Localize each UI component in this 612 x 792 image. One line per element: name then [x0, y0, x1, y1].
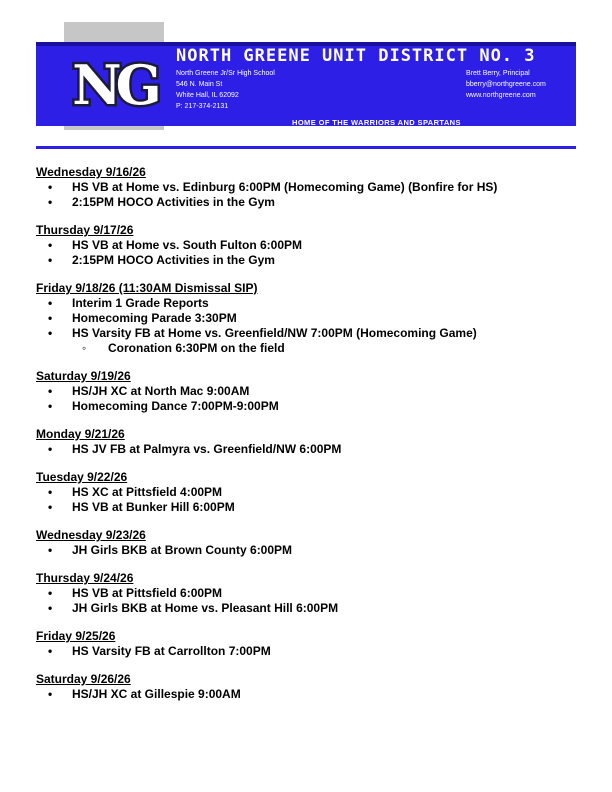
event-item: • HS JV FB at Palmyra vs. Greenfield/NW 6:00PM	[36, 442, 576, 457]
day-heading: Friday 9/18/26 (11:30AM Dismissal SIP)	[36, 281, 258, 295]
phone: P: 217-374-2131	[176, 103, 229, 110]
day-section	[36, 427, 576, 457]
tagline: HOME OF THE WARRIORS AND SPARTANS	[292, 118, 461, 127]
ng-logo-icon	[60, 52, 168, 118]
event-list	[36, 687, 576, 702]
school-contact-block	[176, 68, 275, 112]
day-section	[36, 470, 576, 515]
district-name: NORTH GREENE UNIT DISTRICT NO. 3	[176, 46, 536, 66]
day-section	[36, 223, 576, 268]
event-item: • HS VB at Home vs. South Fulton 6:00PM	[36, 238, 576, 253]
event-item: • HS VB at Bunker Hill 6:00PM	[36, 500, 576, 515]
address-line-2: White Hall, IL 62092	[176, 92, 239, 99]
sub-event-list	[72, 341, 576, 356]
event-item: • Homecoming Dance 7:00PM-9:00PM	[36, 399, 576, 414]
event-list	[36, 442, 576, 457]
event-item: • 2:15PM HOCO Activities in the Gym	[36, 253, 576, 268]
day-heading: Thursday 9/17/26	[36, 223, 134, 237]
event-item: • HS/JH XC at Gillespie 9:00AM	[36, 687, 576, 702]
event-item: • 2:15PM HOCO Activities in the Gym	[36, 195, 576, 210]
day-heading: Tuesday 9/22/26	[36, 470, 128, 484]
event-list	[36, 485, 576, 515]
event-list	[36, 644, 576, 659]
event-list	[36, 384, 576, 414]
event-item: • HS VB at Pittsfield 6:00PM	[36, 586, 576, 601]
day-section	[36, 281, 576, 356]
day-section	[36, 571, 576, 616]
logo-text: NG	[72, 53, 156, 117]
day-section	[36, 165, 576, 210]
event-list	[36, 238, 576, 268]
school-name: North Greene Jr/Sr High School	[176, 70, 275, 77]
sub-event-item: ◦ Coronation 6:30PM on the field	[72, 341, 576, 356]
event-list	[36, 180, 576, 210]
principal-contact-block	[466, 68, 546, 101]
event-list	[36, 543, 576, 558]
day-section	[36, 629, 576, 659]
event-item: • JH Girls BKB at Brown County 6:00PM	[36, 543, 576, 558]
day-heading: Friday 9/25/26	[36, 629, 116, 643]
day-heading: Saturday 9/26/26	[36, 672, 131, 686]
event-item: • HS Varsity FB at Carrollton 7:00PM	[36, 644, 576, 659]
event-item: • JH Girls BKB at Home vs. Pleasant Hill 6:00PM	[36, 601, 576, 616]
event-item	[36, 326, 576, 356]
event-item: • HS VB at Home vs. Edinburg 6:00PM (Homecoming Game) (Bonfire for HS)	[36, 180, 576, 195]
event-item: • Homecoming Parade 3:30PM	[36, 311, 576, 326]
address-line-1: 546 N. Main St	[176, 81, 223, 88]
principal-name: Brett Berry, Principal	[466, 70, 530, 77]
day-section	[36, 528, 576, 558]
day-heading: Saturday 9/19/26	[36, 369, 131, 383]
event-item: • Interim 1 Grade Reports	[36, 296, 576, 311]
event-list	[36, 586, 576, 616]
letterhead	[36, 22, 576, 130]
event-text: HS Varsity FB at Home vs. Greenfield/NW 7:00PM (Homecoming Game)	[72, 326, 477, 340]
day-heading: Thursday 9/24/26	[36, 571, 134, 585]
day-section	[36, 672, 576, 702]
event-item: • HS/JH XC at North Mac 9:00AM	[36, 384, 576, 399]
event-item: • HS XC at Pittsfield 4:00PM	[36, 485, 576, 500]
event-list	[36, 296, 576, 356]
day-heading: Wednesday 9/23/26	[36, 528, 146, 542]
weekly-schedule	[36, 165, 576, 715]
district-website[interactable]: www.northgreene.com	[466, 92, 536, 99]
day-section	[36, 369, 576, 414]
day-heading: Monday 9/21/26	[36, 427, 125, 441]
day-heading: Wednesday 9/16/26	[36, 165, 146, 179]
principal-email[interactable]: bberry@northgreene.com	[466, 81, 546, 88]
letterhead-underline	[36, 146, 576, 149]
